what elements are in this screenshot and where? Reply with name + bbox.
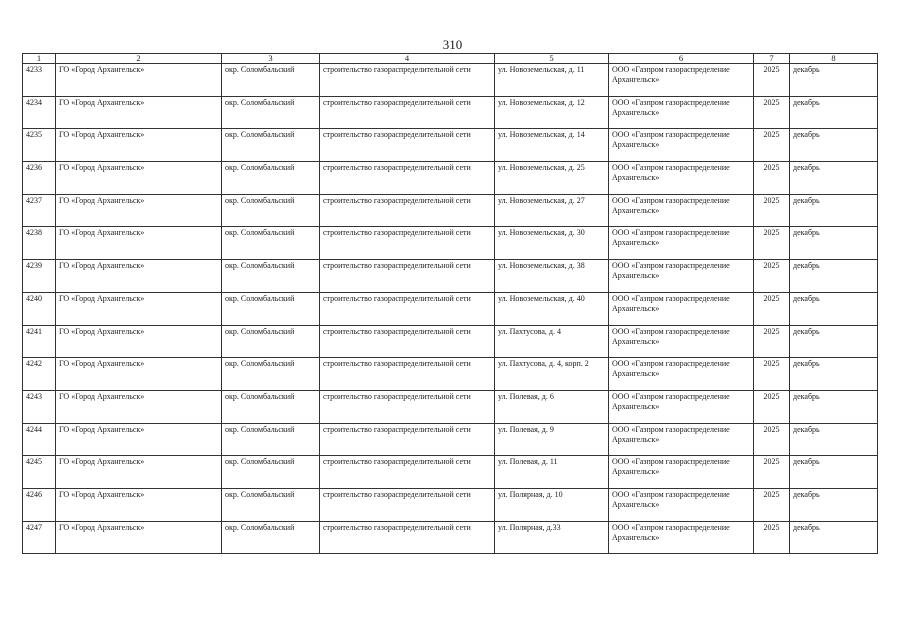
cell-operator: ООО «Газпром газораспределение Архангельск»: [609, 423, 754, 456]
cell-municipality: ГО «Город Архангельск»: [56, 96, 222, 129]
header-col-3: 3: [222, 54, 320, 64]
header-col-7: 7: [754, 54, 790, 64]
cell-operator: ООО «Газпром газораспределение Архангельск»: [609, 194, 754, 227]
cell-district: окр. Соломбальский: [222, 96, 320, 129]
cell-year: 2025: [754, 64, 790, 97]
cell-number: 4236: [23, 162, 56, 195]
cell-operator: ООО «Газпром газораспределение Архангельск»: [609, 358, 754, 391]
cell-operator: ООО «Газпром газораспределение Архангельск»: [609, 96, 754, 129]
header-col-1: 1: [23, 54, 56, 64]
cell-number: 4233: [23, 64, 56, 97]
cell-address: ул. Новоземельская, д. 14: [495, 129, 609, 162]
cell-year: 2025: [754, 162, 790, 195]
cell-year: 2025: [754, 325, 790, 358]
cell-year: 2025: [754, 194, 790, 227]
cell-district: окр. Соломбальский: [222, 358, 320, 391]
cell-district: окр. Соломбальский: [222, 521, 320, 554]
cell-work: строительство газораспределительной сети: [320, 358, 495, 391]
header-col-4: 4: [320, 54, 495, 64]
table-row: [23, 325, 878, 358]
cell-district: окр. Соломбальский: [222, 194, 320, 227]
cell-municipality: ГО «Город Архангельск»: [56, 358, 222, 391]
cell-municipality: ГО «Город Архангельск»: [56, 162, 222, 195]
cell-address: ул. Новоземельская, д. 11: [495, 64, 609, 97]
header-col-2: 2: [56, 54, 222, 64]
cell-municipality: ГО «Город Архангельск»: [56, 64, 222, 97]
cell-address: ул. Новоземельская, д. 40: [495, 292, 609, 325]
header-col-6: 6: [609, 54, 754, 64]
cell-operator: ООО «Газпром газораспределение Архангельск»: [609, 227, 754, 260]
cell-work: строительство газораспределительной сети: [320, 325, 495, 358]
cell-month: декабрь: [790, 358, 878, 391]
cell-month: декабрь: [790, 194, 878, 227]
cell-month: декабрь: [790, 292, 878, 325]
cell-number: 4241: [23, 325, 56, 358]
cell-district: окр. Соломбальский: [222, 390, 320, 423]
cell-number: 4246: [23, 488, 56, 521]
cell-month: декабрь: [790, 162, 878, 195]
cell-month: декабрь: [790, 390, 878, 423]
cell-district: окр. Соломбальский: [222, 162, 320, 195]
cell-municipality: ГО «Город Архангельск»: [56, 260, 222, 293]
cell-number: 4235: [23, 129, 56, 162]
cell-number: 4239: [23, 260, 56, 293]
cell-work: строительство газораспределительной сети: [320, 292, 495, 325]
cell-operator: ООО «Газпром газораспределение Архангельск»: [609, 456, 754, 489]
cell-work: строительство газораспределительной сети: [320, 423, 495, 456]
cell-district: окр. Соломбальский: [222, 423, 320, 456]
table-body: [23, 64, 878, 554]
cell-municipality: ГО «Город Архангельск»: [56, 456, 222, 489]
cell-month: декабрь: [790, 64, 878, 97]
cell-month: декабрь: [790, 456, 878, 489]
cell-operator: ООО «Газпром газораспределение Архангельск»: [609, 488, 754, 521]
cell-address: ул. Полярная, д. 10: [495, 488, 609, 521]
cell-operator: ООО «Газпром газораспределение Архангельск»: [609, 390, 754, 423]
cell-work: строительство газораспределительной сети: [320, 194, 495, 227]
cell-district: окр. Соломбальский: [222, 260, 320, 293]
cell-month: декабрь: [790, 96, 878, 129]
cell-year: 2025: [754, 456, 790, 489]
cell-address: ул. Полевая, д. 9: [495, 423, 609, 456]
cell-number: 4237: [23, 194, 56, 227]
cell-year: 2025: [754, 292, 790, 325]
cell-year: 2025: [754, 521, 790, 554]
header-row: [23, 54, 878, 64]
cell-work: строительство газораспределительной сети: [320, 456, 495, 489]
table-row: [23, 129, 878, 162]
table-row: [23, 390, 878, 423]
cell-work: строительство газораспределительной сети: [320, 488, 495, 521]
cell-year: 2025: [754, 96, 790, 129]
cell-year: 2025: [754, 423, 790, 456]
cell-district: окр. Соломбальский: [222, 64, 320, 97]
cell-month: декабрь: [790, 521, 878, 554]
cell-work: строительство газораспределительной сети: [320, 260, 495, 293]
cell-address: ул. Полевая, д. 11: [495, 456, 609, 489]
cell-district: окр. Соломбальский: [222, 129, 320, 162]
cell-work: строительство газораспределительной сети: [320, 227, 495, 260]
cell-year: 2025: [754, 129, 790, 162]
cell-work: строительство газораспределительной сети: [320, 64, 495, 97]
cell-municipality: ГО «Город Архангельск»: [56, 129, 222, 162]
table-row: [23, 260, 878, 293]
cell-district: окр. Соломбальский: [222, 325, 320, 358]
cell-operator: ООО «Газпром газораспределение Архангельск»: [609, 325, 754, 358]
table-header: [23, 54, 878, 64]
page-number: 310: [442, 37, 463, 52]
cell-operator: ООО «Газпром газораспределение Архангельск»: [609, 64, 754, 97]
table-row: [23, 456, 878, 489]
cell-municipality: ГО «Город Архангельск»: [56, 390, 222, 423]
cell-year: 2025: [754, 488, 790, 521]
cell-number: 4245: [23, 456, 56, 489]
cell-operator: ООО «Газпром газораспределение Архангельск»: [609, 260, 754, 293]
cell-municipality: ГО «Город Архангельск»: [56, 194, 222, 227]
cell-year: 2025: [754, 260, 790, 293]
cell-district: окр. Соломбальский: [222, 227, 320, 260]
table-row: [23, 292, 878, 325]
cell-address: ул. Новоземельская, д. 30: [495, 227, 609, 260]
cell-month: декабрь: [790, 423, 878, 456]
cell-number: 4243: [23, 390, 56, 423]
cell-operator: ООО «Газпром газораспределение Архангельск»: [609, 162, 754, 195]
cell-work: строительство газораспределительной сети: [320, 521, 495, 554]
header-col-5: 5: [495, 54, 609, 64]
cell-work: строительство газораспределительной сети: [320, 390, 495, 423]
cell-month: декабрь: [790, 325, 878, 358]
table-row: [23, 488, 878, 521]
cell-work: строительство газораспределительной сети: [320, 129, 495, 162]
cell-operator: ООО «Газпром газораспределение Архангельск»: [609, 292, 754, 325]
cell-municipality: ГО «Город Архангельск»: [56, 521, 222, 554]
cell-address: ул. Пахтусова, д. 4: [495, 325, 609, 358]
cell-operator: ООО «Газпром газораспределение Архангельск»: [609, 521, 754, 554]
cell-municipality: ГО «Город Архангельск»: [56, 488, 222, 521]
cell-municipality: ГО «Город Архангельск»: [56, 227, 222, 260]
table-row: [23, 64, 878, 97]
cell-address: ул. Новоземельская, д. 38: [495, 260, 609, 293]
cell-work: строительство газораспределительной сети: [320, 162, 495, 195]
cell-address: ул. Полярная, д.33: [495, 521, 609, 554]
cell-operator: ООО «Газпром газораспределение Архангельск»: [609, 129, 754, 162]
cell-work: строительство газораспределительной сети: [320, 96, 495, 129]
table-row: [23, 162, 878, 195]
cell-number: 4234: [23, 96, 56, 129]
table-row: [23, 227, 878, 260]
cell-number: 4242: [23, 358, 56, 391]
table-row: [23, 358, 878, 391]
table-row: [23, 521, 878, 554]
cell-month: декабрь: [790, 129, 878, 162]
cell-number: 4247: [23, 521, 56, 554]
cell-year: 2025: [754, 358, 790, 391]
cell-number: 4244: [23, 423, 56, 456]
table-row: [23, 194, 878, 227]
table-row: [23, 96, 878, 129]
cell-municipality: ГО «Город Архангельск»: [56, 423, 222, 456]
cell-month: декабрь: [790, 260, 878, 293]
cell-number: 4238: [23, 227, 56, 260]
cell-month: декабрь: [790, 227, 878, 260]
cell-district: окр. Соломбальский: [222, 488, 320, 521]
cell-year: 2025: [754, 390, 790, 423]
cell-year: 2025: [754, 227, 790, 260]
cell-municipality: ГО «Город Архангельск»: [56, 292, 222, 325]
cell-district: окр. Соломбальский: [222, 292, 320, 325]
cell-district: окр. Соломбальский: [222, 456, 320, 489]
registry-table: [22, 53, 878, 554]
cell-address: ул. Новоземельская, д. 12: [495, 96, 609, 129]
header-col-8: 8: [790, 54, 878, 64]
cell-address: ул. Пахтусова, д. 4, корп. 2: [495, 358, 609, 391]
cell-month: декабрь: [790, 488, 878, 521]
cell-address: ул. Новоземельская, д. 27: [495, 194, 609, 227]
table-row: [23, 423, 878, 456]
cell-address: ул. Новоземельская, д. 25: [495, 162, 609, 195]
cell-municipality: ГО «Город Архангельск»: [56, 325, 222, 358]
cell-number: 4240: [23, 292, 56, 325]
cell-address: ул. Полевая, д. 6: [495, 390, 609, 423]
